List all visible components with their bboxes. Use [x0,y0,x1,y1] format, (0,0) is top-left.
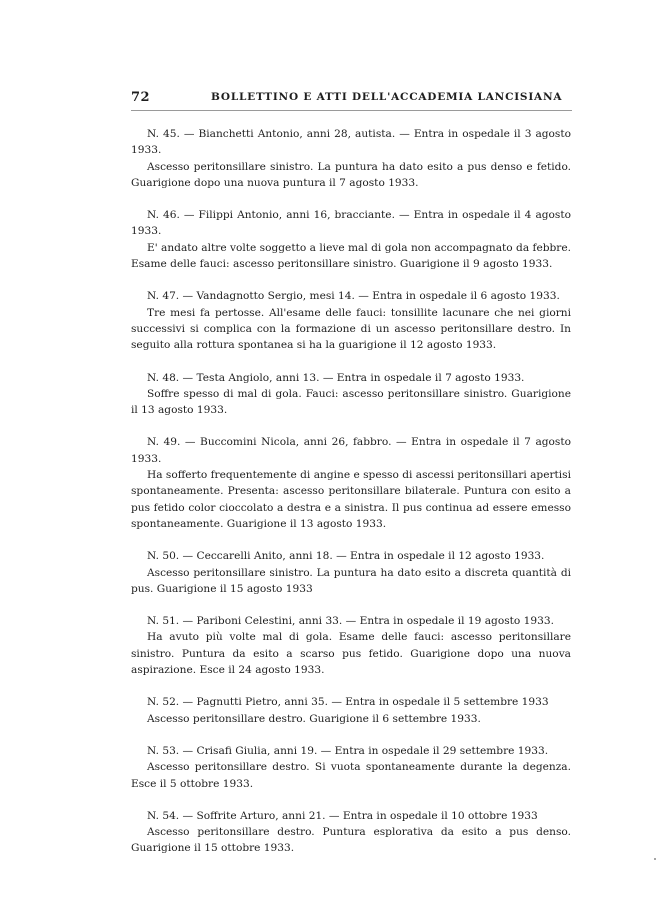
case-entry [131,207,571,272]
case-body: Ha avuto più volte mal di gola. Esame delle fauci: ascesso peritonsillare sinistro. Puntura da esito a scarso pus fetido. Guarigione dopo una nuova aspirazione. Esce il 24 agosto 1933. [131,631,571,677]
case-heading: N. 54. — Soffrite Arturo, anni 21. — Entra in ospedale il 10 ottobre 1933 [147,809,538,822]
case-body: Ascesso peritonsillare destro. Guarigione il 6 settembre 1933. [147,712,481,725]
case-heading: N. 47. — Vandagnotto Sergio, mesi 14. — Entra in ospedale il 6 agosto 1933. [147,290,560,303]
case-body: Ascesso peritonsillare destro. Si vuota spontaneamente durante la degenza. Esce il 5 ottobre 1933. [131,761,571,790]
page-header [131,90,571,110]
case-entry [131,694,571,727]
case-body: Ha sofferto frequentemente di angine e spesso di ascessi peritonsillari apertisi spontaneamente. Presenta: ascesso peritonsillare bilaterale. Puntura con esito a pus fetido color cioccolato a destra e a sinistra. Il pus continua ad essere emesso spontaneamente. Guarigione il 13 agosto 1933. [131,469,571,530]
case-entry [131,434,571,532]
case-body: Ascesso peritonsillare destro. Puntura esplorativa da esito a pus denso. Guarigione il 15 ottobre 1933. [131,826,571,855]
case-entry [131,126,571,191]
case-heading: N. 48. — Testa Angiolo, anni 13. — Entra in ospedale il 7 agosto 1933. [147,371,525,384]
case-entry [131,613,571,678]
case-heading: N. 51. — Pariboni Celestini, anni 33. — Entra in ospedale il 19 agosto 1933. [147,615,554,628]
case-body: E' andato altre volte soggetto a lieve mal di gola non accompagnato da febbre. Esame delle fauci: ascesso peritonsillare sinistro. Guarigione il 9 agosto 1933. [131,241,571,271]
case-heading: N. 50. — Ceccarelli Anito, anni 18. — Entra in ospedale il 12 agosto 1933. [147,550,545,563]
case-body: Soffre spesso di mal di gola. Fauci: ascesso peritonsillare sinistro. Guarigione il 13 agosto 1933. [131,387,571,417]
case-heading: N. 52. — Pagnutti Pietro, anni 35. — Entra in ospedale il 5 settembre 1933 [147,696,549,709]
case-heading: N. 49. — Buccomini Nicola, anni 26, fabbro. — Entra in ospedale il 7 agosto 1933. [131,436,571,465]
header-rule [131,110,572,111]
case-list [131,126,571,873]
case-entry [131,370,571,419]
case-heading: N. 45. — Bianchetti Antonio, anni 28, autista. — Entra in ospedale il 3 agosto 1933. [131,128,571,157]
running-title: BOLLETTINO E ATTI DELL'ACCADEMIA LANCISIANA [211,91,563,103]
case-body: Ascesso peritonsillare sinistro. La puntura ha dato esito a pus denso e fetido. Guarigione dopo una nuova puntura il 7 agosto 1933. [131,160,571,189]
case-entry [131,288,571,353]
case-entry [131,548,571,597]
case-entry [131,743,571,792]
case-body: Ascesso peritonsillare sinistro. La puntura ha dato esito a discreta quantità di pus. Guarigione il 15 agosto 1933 [131,566,571,595]
case-entry [131,808,571,857]
case-heading: N. 46. — Filippi Antonio, anni 16, bracciante. — Entra in ospedale il 4 agosto 1933. [131,209,571,238]
scan-speck [654,858,656,860]
case-body: Tre mesi fa pertosse. All'esame delle fauci: tonsillite lacunare che nei giorni successivi si complica con la formazione di un ascesso peritonsillare destro. In seguito alla rottura spontanea si ha la guarigione il 12 agosto 1933. [131,306,571,352]
case-heading: N. 53. — Crisafi Giulia, anni 19. — Entra in ospedale il 29 settembre 1933. [147,744,549,757]
page-number: 72 [131,90,151,105]
